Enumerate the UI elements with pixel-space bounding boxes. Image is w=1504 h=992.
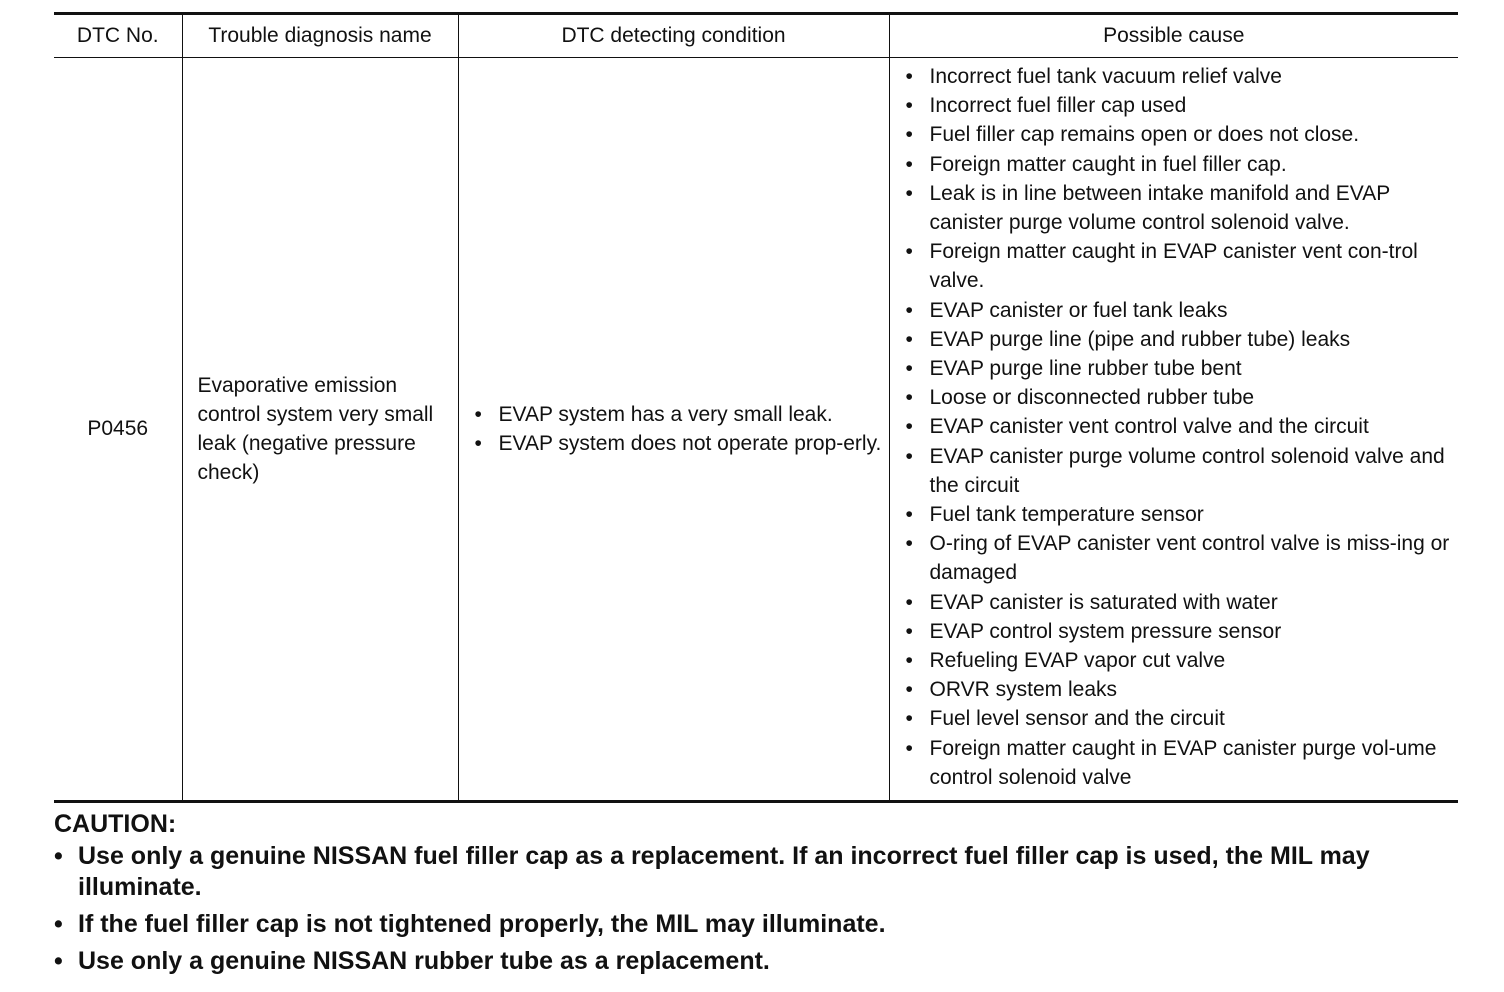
cause-item-text: Fuel level sensor and the circuit [929,707,1225,731]
bullet-icon: • [905,357,913,381]
condition-item [473,400,883,429]
cause-item [904,617,1453,646]
dtc-code-cell: P0456 [54,58,182,802]
bullet-icon: • [905,65,913,88]
header-possible-cause: Possible cause [889,14,1458,58]
cause-item [904,704,1453,733]
header-dtc-no: DTC No. [54,14,182,58]
cause-item [904,412,1453,441]
cause-item [904,354,1453,383]
bullet-icon: • [54,910,63,939]
header-trouble-diagnosis-name: Trouble diagnosis name [182,14,458,58]
cause-item [904,646,1453,675]
bullet-icon: • [905,94,913,118]
cause-item-text: Foreign matter caught in EVAP canister purge vol-ume control solenoid valve [929,736,1437,789]
caution-list [54,841,1458,977]
cause-item-text: O-ring of EVAP canister vent control valve is miss-ing or damaged [929,532,1450,585]
bullet-icon: • [905,152,913,176]
cause-item [904,383,1453,412]
caution-item-text: Use only a genuine NISSAN fuel filler cap as a replacement. If an incorrect fuel filler cap is used, the MIL may illuminate. [78,842,1370,902]
cause-item [904,500,1453,529]
bullet-icon: • [905,678,913,702]
cause-item-text: Leak is in line between intake manifold and EVAP canister purge volume control solenoid valve. [929,181,1390,235]
cause-item-text: Fuel tank temperature sensor [929,503,1204,527]
cause-item [904,588,1453,617]
cause-item [904,325,1453,354]
bullet-icon: • [905,532,913,556]
cause-item-text: Incorrect fuel tank vacuum relief valve [929,65,1282,88]
bullet-icon: • [905,123,913,147]
cause-item-text: EVAP purge line (pipe and rubber tube) leaks [929,327,1351,351]
cause-item [904,62,1453,91]
cause-item [904,237,1453,295]
cause-item [904,150,1453,179]
bullet-icon: • [905,707,913,731]
bullet-icon: • [474,432,482,456]
cause-item-text: EVAP canister is saturated with water [929,590,1278,614]
bullet-icon: • [905,240,913,264]
document-page [54,12,1458,983]
cause-item-text: EVAP control system pressure sensor [929,619,1282,643]
diagnosis-name-cell: Evaporative emission control system very small leak (negative pressure check) [182,58,458,802]
cause-item [904,91,1453,120]
caution-title: CAUTION: [54,810,177,839]
cause-item [904,179,1453,237]
cause-item [904,296,1453,325]
table-row [54,58,1458,802]
condition-item-text: EVAP system has a very small leak. [498,402,833,426]
bullet-icon: • [905,386,913,410]
cause-item-text: EVAP purge line rubber tube bent [929,357,1242,381]
bullet-icon: • [905,649,913,673]
possible-cause-cell [889,58,1458,802]
caution-item [54,841,1458,903]
bullet-icon: • [905,298,913,322]
cause-item-text: Foreign matter caught in fuel filler cap. [929,152,1287,176]
cause-item-text: Refueling EVAP vapor cut valve [929,649,1226,673]
dtc-table [54,12,1458,803]
bullet-icon: • [54,947,63,976]
detecting-condition-cell [458,58,889,802]
bullet-icon: • [905,181,913,205]
bullet-icon: • [905,503,913,527]
bullet-icon: • [905,590,913,614]
table-header-row [54,14,1458,58]
cause-item [904,675,1453,704]
cause-item-text: EVAP canister vent control valve and the circuit [929,415,1369,439]
cause-item-text: EVAP canister or fuel tank leaks [929,298,1228,322]
bullet-icon: • [54,842,63,871]
cause-item-text: EVAP canister purge volume control solenoid valve and the circuit [929,444,1445,497]
caution-item-text: If the fuel filler cap is not tightened properly, the MIL may illuminate. [78,910,886,939]
bullet-icon: • [905,444,913,468]
condition-item-text: EVAP system does not operate prop-erly. [498,432,882,456]
bullet-icon: • [905,415,913,439]
cause-item [904,734,1453,792]
cause-item-text: Foreign matter caught in EVAP canister vent con-trol valve. [929,240,1418,293]
header-dtc-detecting-condition: DTC detecting condition [458,14,889,58]
cause-item-text: Incorrect fuel filler cap used [929,94,1187,118]
cause-item [904,529,1453,587]
caution-item [54,909,1458,940]
cause-item [904,442,1453,500]
possible-cause-list [904,62,1453,792]
bullet-icon: • [905,736,913,760]
bullet-icon: • [474,402,482,426]
cause-item-text: Fuel filler cap remains open or does not close. [929,123,1360,147]
caution-item [54,946,1458,977]
caution-block [54,809,1458,977]
condition-item [473,429,883,458]
cause-item [904,120,1453,149]
bullet-icon: • [905,327,913,351]
cause-item-text: Loose or disconnected rubber tube [929,386,1255,410]
caution-item-text: Use only a genuine NISSAN rubber tube as a replacement. [78,947,770,976]
cause-item-text: ORVR system leaks [929,678,1117,702]
bullet-icon: • [905,619,913,643]
detecting-condition-list [473,400,883,458]
